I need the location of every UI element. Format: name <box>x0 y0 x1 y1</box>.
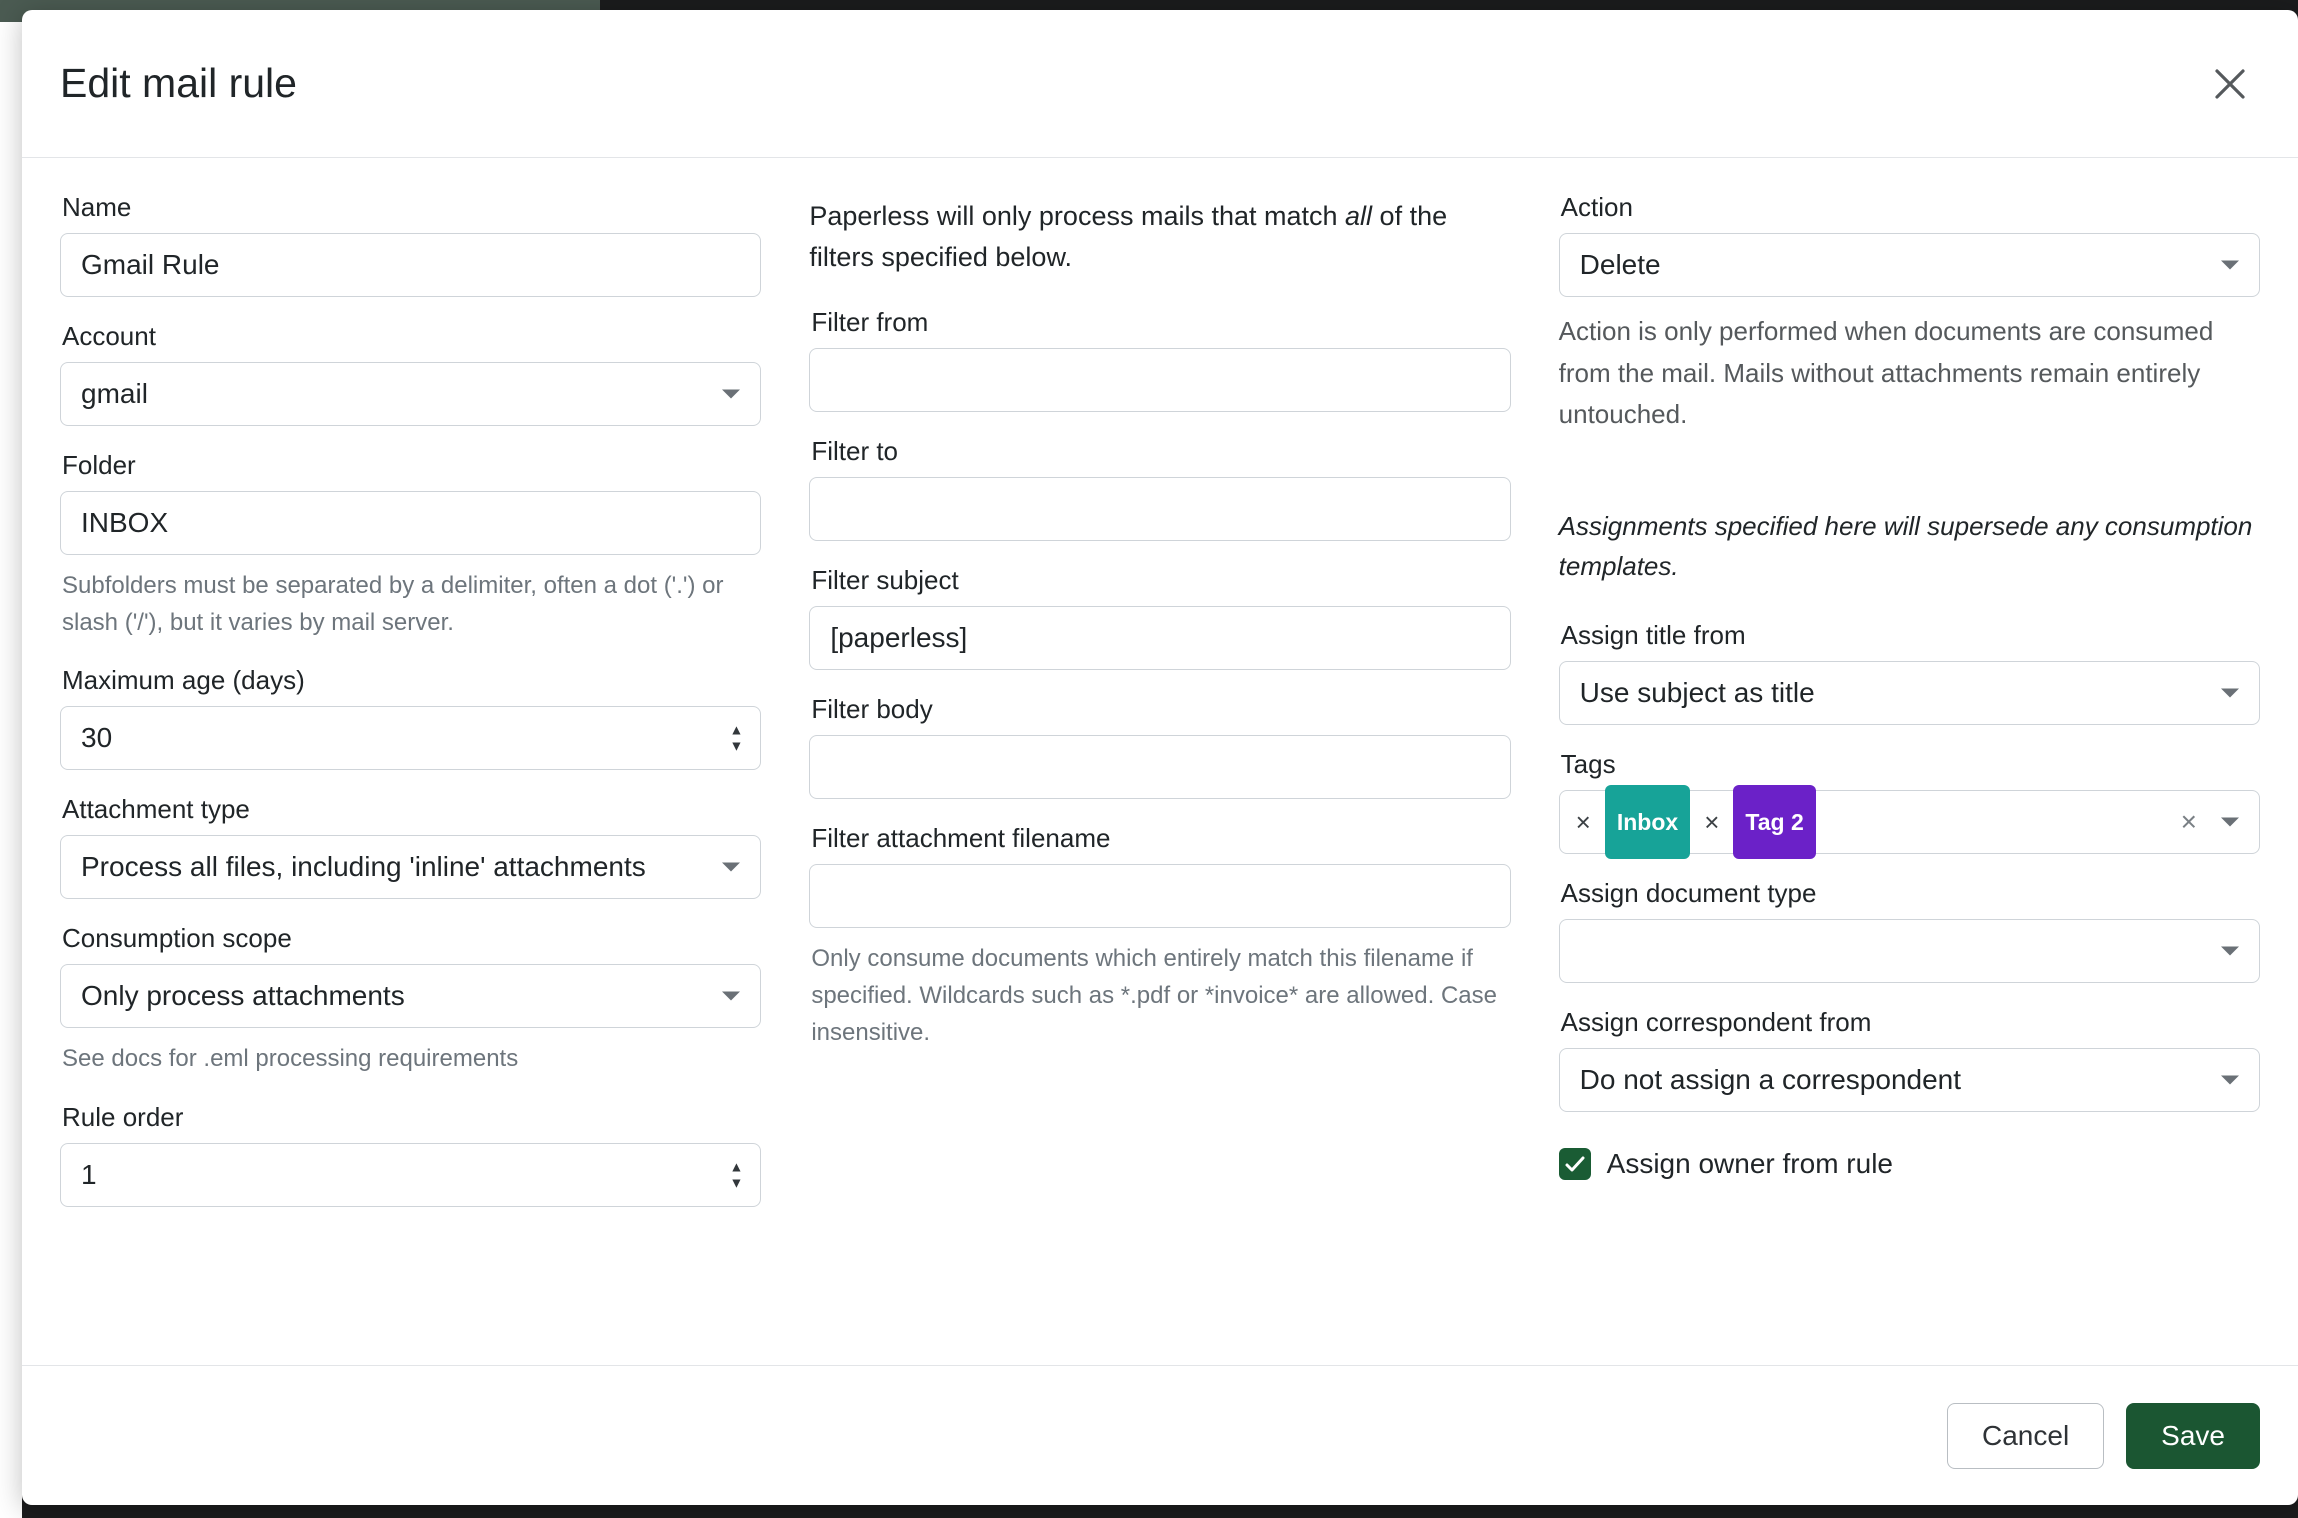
attachment-type-label: Attachment type <box>62 794 250 825</box>
filter-body-input[interactable] <box>809 735 1510 799</box>
field-assign-title-from <box>1559 620 2260 725</box>
attachment-type-value: Process all files, including 'inline' attachments <box>81 851 646 883</box>
folder-hint: Subfolders must be separated by a delimiter, often a dot ('.') or slash ('/'), but it varies by mail server. <box>62 572 724 637</box>
field-filter-attachment-filename <box>809 823 1510 1052</box>
action-label: Action <box>1560 192 1633 222</box>
account-value: gmail <box>81 378 148 409</box>
actions-column <box>1559 192 2260 1365</box>
chevron-up-icon: ▲ <box>729 721 744 738</box>
assign-correspondent-from-select[interactable] <box>1559 1048 2260 1112</box>
field-filter-body <box>809 694 1510 799</box>
field-consumption-scope <box>60 923 761 1077</box>
field-attachment-type <box>60 794 761 899</box>
folder-input[interactable]: INBOX <box>60 491 761 555</box>
clear-icon[interactable]: × <box>2180 806 2197 838</box>
filter-body-label: Filter body <box>811 694 933 724</box>
assignments-notice: Assignments specified here will supersede any consumption templates. <box>1558 510 2253 582</box>
consumption-scope-select[interactable] <box>60 964 761 1028</box>
maximum-age-stepper[interactable] <box>729 721 744 754</box>
maximum-age-label: Maximum age (days) <box>62 665 305 696</box>
account-select[interactable] <box>60 362 761 426</box>
chevron-down-icon <box>2221 689 2239 698</box>
save-button[interactable]: Save <box>2126 1403 2260 1469</box>
chevron-up-icon: ▲ <box>729 1158 744 1175</box>
field-maximum-age <box>60 665 761 770</box>
assign-title-from-value: Use subject as title <box>1579 677 1815 709</box>
rule-order-stepper[interactable] <box>729 1158 744 1191</box>
folder-label: Folder <box>62 450 136 480</box>
filters-column <box>809 192 1510 1365</box>
assign-correspondent-from-value: Do not assign a correspondent <box>1579 1064 1962 1096</box>
field-name <box>60 192 761 297</box>
dialog-header <box>22 10 2298 158</box>
assign-correspondent-from-label: Assign correspondent from <box>1560 1007 1872 1038</box>
cancel-button[interactable]: Cancel <box>1947 1403 2104 1469</box>
filter-attachment-filename-input[interactable] <box>809 864 1510 928</box>
assign-owner-from-rule-checkbox[interactable] <box>1559 1148 1591 1180</box>
assign-document-type-label: Assign document type <box>1560 878 1817 909</box>
tags-multiselect[interactable] <box>1559 790 2260 854</box>
rule-order-label: Rule order <box>62 1101 184 1132</box>
consumption-scope-hint: See docs for .eml processing requirements <box>62 1045 519 1073</box>
chevron-down-icon <box>722 390 740 399</box>
chevron-down-icon <box>2221 1076 2239 1085</box>
tag-label: Inbox <box>1616 809 1679 836</box>
field-rule-order <box>60 1102 761 1207</box>
field-tags <box>1559 749 2260 854</box>
filter-subject-label: Filter subject <box>811 565 959 595</box>
dialog-footer <box>22 1365 2298 1505</box>
tag-chip[interactable] <box>1733 785 1815 859</box>
chevron-down-icon <box>2221 947 2239 956</box>
tag-label: Tag 2 <box>1745 809 1804 836</box>
consumption-scope-label: Consumption scope <box>62 923 292 954</box>
action-notice: Action is only performed when documents are consumed from the mail. Mails without attachments remain entirely untouched. <box>1558 316 2214 430</box>
filters-intro-before: Paperless will only process mails that match <box>809 201 1346 231</box>
filters-intro-emphasis: all <box>1345 201 1373 231</box>
chevron-down-icon: ▼ <box>729 737 744 754</box>
name-label: Name <box>62 192 132 222</box>
chevron-down-icon: ▼ <box>729 1174 744 1191</box>
action-value: Delete <box>1579 249 1661 280</box>
chevron-down-icon <box>722 863 740 872</box>
filters-intro-after: of the filters specified below. <box>809 201 1448 272</box>
account-label: Account <box>62 321 156 351</box>
assign-owner-from-rule-row[interactable] <box>1559 1148 2260 1180</box>
dialog-title: Edit mail rule <box>60 60 297 106</box>
remove-tag-icon[interactable]: × <box>1704 807 1720 838</box>
tag-chip[interactable] <box>1605 785 1690 859</box>
assign-document-type-select[interactable] <box>1559 919 2260 983</box>
field-account <box>60 321 761 426</box>
field-filter-subject <box>809 565 1510 670</box>
filter-from-label: Filter from <box>811 307 929 337</box>
chevron-down-icon <box>722 992 740 1001</box>
assign-title-from-select[interactable] <box>1559 661 2260 725</box>
field-folder <box>60 450 761 641</box>
close-icon[interactable] <box>2200 54 2260 114</box>
field-filter-to <box>809 436 1510 541</box>
edit-mail-rule-dialog <box>22 10 2298 1505</box>
attachment-type-select[interactable] <box>60 835 761 899</box>
dialog-body <box>22 158 2298 1365</box>
assign-owner-from-rule-label: Assign owner from rule <box>1606 1148 1893 1180</box>
remove-tag-icon[interactable]: × <box>1575 807 1591 838</box>
filter-from-input[interactable] <box>809 348 1510 412</box>
name-input[interactable]: Gmail Rule <box>60 233 761 297</box>
filter-to-label: Filter to <box>811 436 899 466</box>
chevron-down-icon <box>2221 818 2239 827</box>
filter-to-input[interactable] <box>809 477 1510 541</box>
action-select[interactable] <box>1559 233 2260 297</box>
filter-subject-input[interactable]: [paperless] <box>809 606 1510 670</box>
filter-attachment-filename-hint: Only consume documents which entirely match this filename if specified. Wildcards such as *.pdf or *invoice* are allowed. Case insensitive. <box>811 945 1497 1047</box>
tags-label: Tags <box>1560 749 1616 780</box>
consumption-scope-value: Only process attachments <box>81 980 405 1012</box>
assign-title-from-label: Assign title from <box>1560 620 1746 651</box>
maximum-age-input[interactable]: 30 <box>60 706 761 770</box>
rule-settings-column <box>60 192 761 1365</box>
field-action <box>1559 192 2260 436</box>
filters-intro <box>809 196 1510 277</box>
filter-attachment-filename-label: Filter attachment filename <box>811 823 1111 853</box>
chevron-down-icon <box>2221 261 2239 270</box>
field-filter-from <box>809 307 1510 412</box>
field-assign-correspondent-from <box>1559 1007 2260 1112</box>
rule-order-input[interactable]: 1 <box>60 1143 761 1207</box>
background-sidebar <box>0 22 22 1518</box>
field-assign-document-type <box>1559 878 2260 983</box>
